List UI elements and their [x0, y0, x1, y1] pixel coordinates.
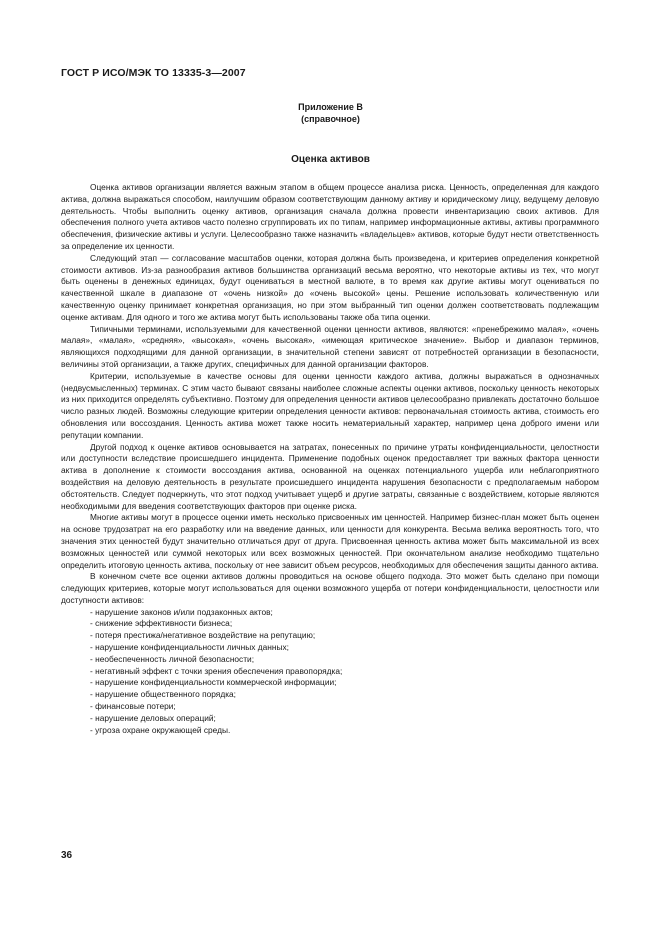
paragraph: В конечном счете все оценки активов должны проводиться на основе общего подхода. Это может быть сделано при помощи следующих критериев, которые могут использоваться для оценки возможного ущерба от потери конфиденциальности, целостности или доступности активов:: [61, 571, 599, 605]
paragraph: Оценка активов организации является важным этапом в общем процессе анализа риска. Ценность, определенная для каждого актива, должна выражаться способом, наилучшим образом соответствующим данному активу и юридическому лицу, ведущему деловую деятельность. Чтобы выполнить оценку активов, организация сначала должна провести инвентаризацию своих активов. Для обеспечения полного учета активов часто полезно сгруппировать их по типам, например информационные активы, активы программного обеспечения, физические активы и услуги. Целесообразно также назначить «владельцев» активов, которые будут нести ответственность за определение их ценности.: [61, 182, 599, 251]
list-item: - потеря престижа/негативное воздействие на репутацию;: [90, 630, 316, 641]
document-body: [61, 182, 599, 736]
list-item: - нарушение деловых операций;: [90, 712, 216, 723]
appendix-heading: [0, 101, 661, 125]
list-item: - угроза охране окружающей среды.: [90, 724, 231, 735]
appendix-label: Приложение В: [298, 102, 363, 112]
paragraph: Другой подход к оценке активов основывается на затратах, понесенных по причине утраты конфиденциальности, целостности или доступности вследствие происшедшего инцидента. Применение подобных оценок предоставляет три важных фактора ценности актива в дополнение к стоимости воссоздания актива, основанной на оценках потенциального ущерба или неблагоприятного воздействия на деловую деятельность в результате происшедшего инцидента нарушения безопасности с предполагаемым набором обстоятельств. Следует подчеркнуть, что этот подход учитывает ущерб и другие затраты, связанные с воздействием, которые являются необходимыми для введения соответствующих факторов при оценке риска.: [61, 441, 599, 511]
list-item: - необеспеченность личной безопасности;: [90, 653, 255, 664]
paragraph: Критерии, используемые в качестве основы для оценки ценности каждого актива, должны выражаться в однозначных (недвусмысленных) терминах. С этим часто бывают связаны наиболее сложные аспекты оценки активов, поскольку ценность некоторых из них приходится определять субъективно. Поэтому для определения ценности активов целесообразно привлекать достаточно большое число разных людей. Возможны следующие критерии определения ценности активов: первоначальная стоимость актива, стоимость его обновления или воссоздания. Ценность актива может также носить нематериальный характер, например цена доброго имени или репутации компании.: [61, 370, 599, 440]
document-header: ГОСТ Р ИСО/МЭК ТО 13335-3—2007: [61, 67, 246, 79]
criteria-list: [61, 607, 599, 737]
page-number: 36: [61, 850, 73, 861]
list-item: - нарушение общественного порядка;: [90, 689, 236, 700]
list-item: - нарушение конфиденциальности коммерческой информации;: [90, 677, 337, 688]
list-item: - нарушение конфиденциальности личных данных;: [90, 642, 289, 653]
section-title: Оценка активов: [291, 154, 370, 165]
paragraph: Следующий этап — согласование масштабов оценки, которая должна быть произведена, и критериев определения конкретной стоимости активов. Из-за разнообразия активов большинства организаций весьма вероятно, что некоторые активы из тех, что могут быть оценены в денежных единицах, будут оцениваться в местной валюте, в то время как другие активы могут оцениваться по качественной шкале в диапазоне от «очень низкой» до «очень высокой» цены. Решение использовать количественную или качественную оценку принимает конкретная организация, но при этом выбранный тип оценки должен соответствовать подлежащим оценке активам. Для одного и того же актива могут быть использованы также оба типа оценки.: [61, 252, 599, 322]
appendix-type: (справочное): [301, 114, 360, 124]
paragraph: Типичными терминами, используемыми для качественной оценки ценности активов, являются: «пренебрежимо малая», «очень малая», «малая», «средняя», «высокая», «очень высокая», «имеющая критическое значение». Выбор и диапазон терминов, являющихся подходящими для данной организации, в значительной степени зависят от потребностей организации в безопасности, величины этой организации, а также других, специфичных для данной организации факторов.: [61, 323, 599, 369]
list-item: - негативный эффект с точки зрения обеспечения правопорядка;: [90, 665, 343, 676]
list-item: - снижение эффективности бизнеса;: [90, 618, 233, 629]
paragraph: Многие активы могут в процессе оценки иметь несколько присвоенных им ценностей. Например бизнес-план может быть оценен на основе трудозатрат на его разработку или на введение данных, или ценности для конкурента. Весьма велика вероятность того, что значения этих ценностей будут значительно отличаться друг от друга. Присвоенная ценность актива может быть максимальной из всех возможных ценностей или суммой некоторых или всех возможных ценностей. При окончательном анализе необходимо тщательно определить итоговую ценность актива, поскольку от нее зависит объем ресурсов, необходимых для обеспечения защиты данного актива.: [61, 512, 599, 570]
list-item: - финансовые потери;: [90, 701, 176, 712]
list-item: - нарушение законов и/или подзаконных актов;: [90, 606, 273, 617]
